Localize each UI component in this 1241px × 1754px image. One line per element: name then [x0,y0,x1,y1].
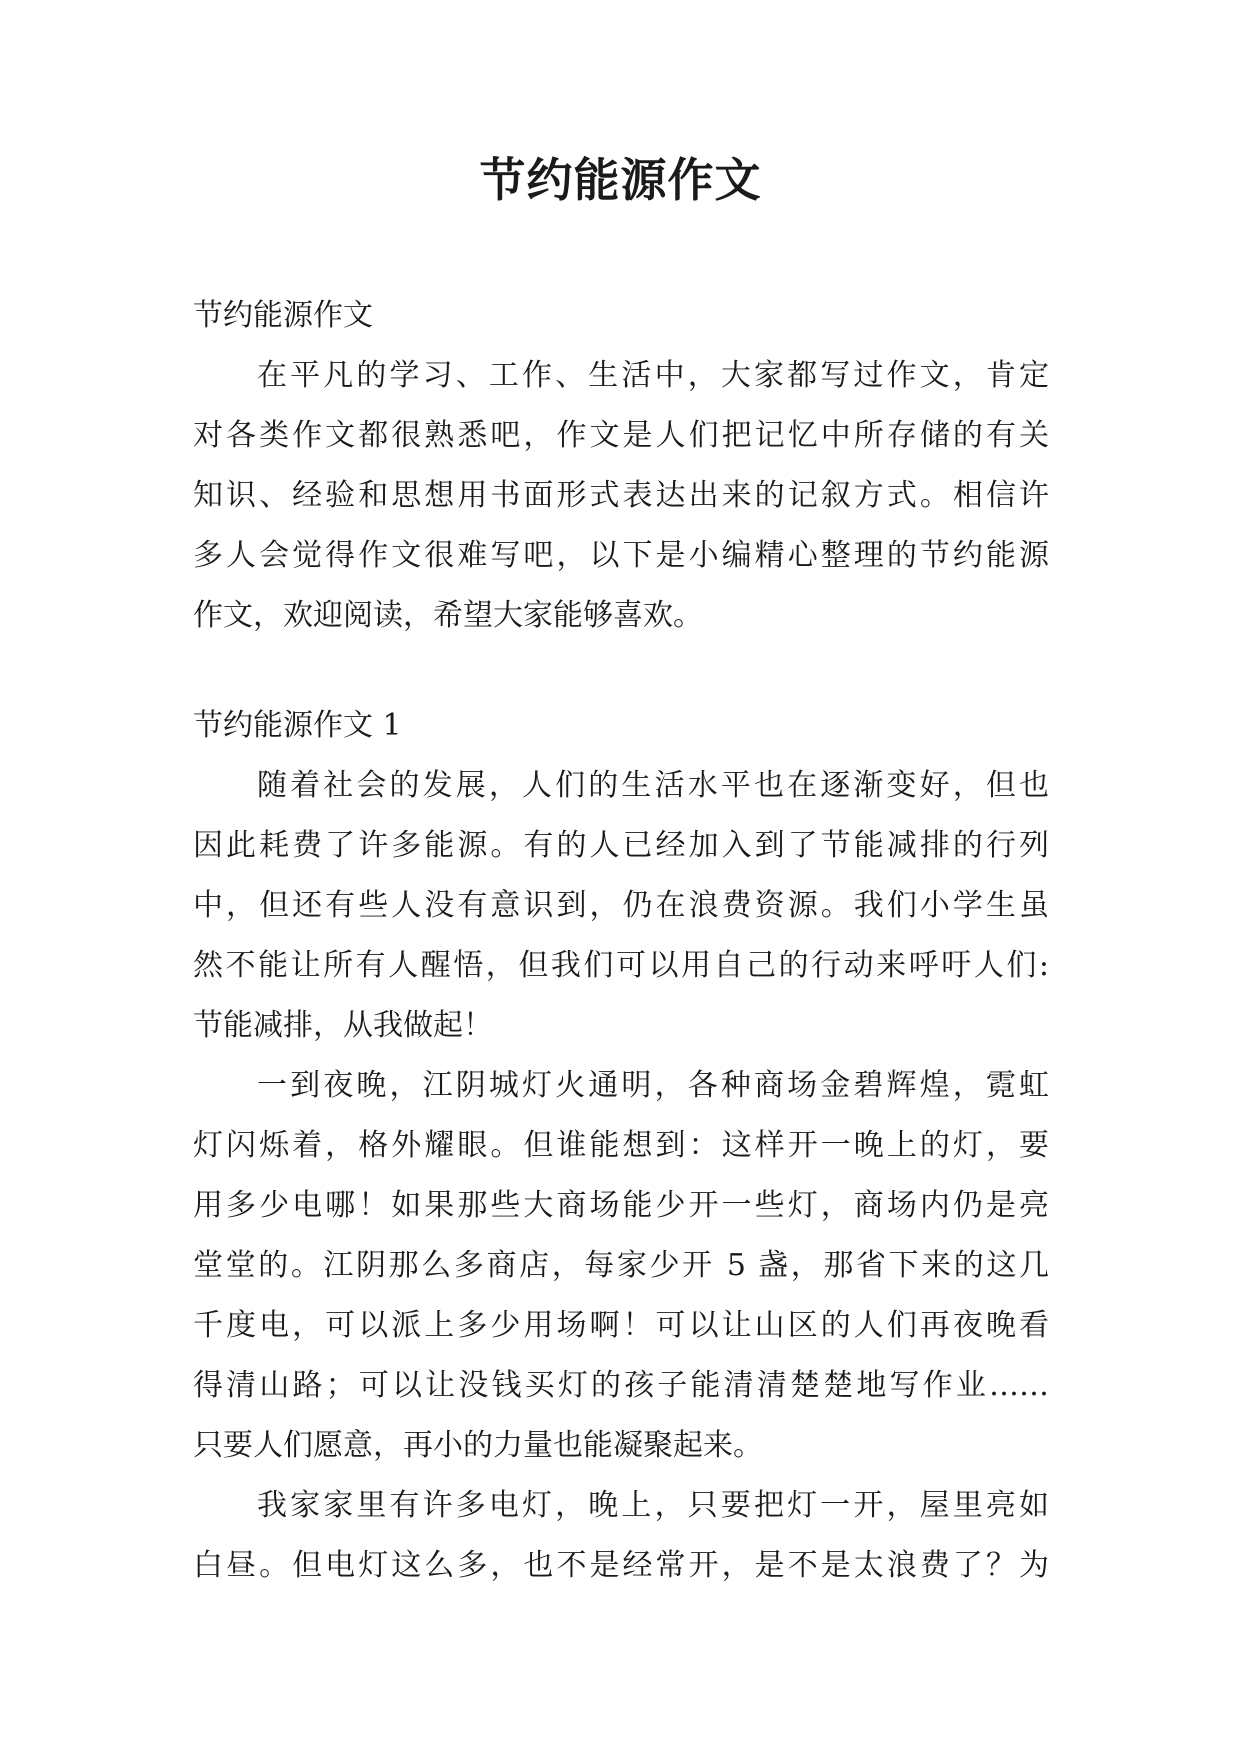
paragraph-line: 对各类作文都很熟悉吧，作文是人们把记忆中所存储的有关 [193,418,1049,453]
document-body [193,286,1049,1596]
paragraph-line: 因此耗费了许多能源。有的人已经加入到了节能减排的行列 [193,828,1049,863]
paragraph-line: 白昼。但电灯这么多，也不是经常开，是不是太浪费了？为 [193,1548,1049,1583]
paragraph-line: 灯闪烁着，格外耀眼。但谁能想到：这样开一晚上的灯，要 [193,1128,1049,1163]
paragraph-line: 千度电，可以派上多少用场啊！可以让山区的人们再夜晚看 [193,1308,1049,1343]
essay-1-heading: 节约能源作文 1 [193,708,402,743]
essay-1-paragraph-3 [193,1476,1049,1596]
essay-1-paragraph-2 [193,1056,1049,1476]
paragraph-line: 多人会觉得作文很难写吧，以下是小编精心整理的节约能源 [193,538,1049,573]
paragraph-line: 作文，欢迎阅读，希望大家能够喜欢。 [193,598,703,633]
essay-1-paragraph-1 [193,756,1049,1056]
document-title: 节约能源作文 [479,153,762,207]
section-gap [193,646,1049,696]
paragraph-line: 堂堂的。江阴那么多商店，每家少开 5 盏，那省下来的这几 [193,1248,1049,1283]
intro-paragraph [193,346,1049,646]
paragraph-line: 我家家里有许多电灯，晚上，只要把灯一开，屋里亮如 [257,1488,1049,1523]
paragraph-line: 知识、经验和思想用书面形式表达出来的记叙方式。相信许 [193,478,1049,513]
paragraph-line: 随着社会的发展，人们的生活水平也在逐渐变好，但也 [257,768,1049,803]
intro-heading: 节约能源作文 [193,298,373,333]
paragraph-line: 节能减排，从我做起！ [193,1008,493,1043]
paragraph-line: 只要人们愿意，再小的力量也能凝聚起来。 [193,1428,763,1463]
paragraph-line: 然不能让所有人醒悟，但我们可以用自己的行动来呼吁人们: [193,948,1049,983]
paragraph-line: 一到夜晚，江阴城灯火通明，各种商场金碧辉煌，霓虹 [257,1068,1049,1103]
paragraph-line: 用多少电哪！如果那些大商场能少开一些灯，商场内仍是亮 [193,1188,1049,1223]
paragraph-line: 得清山路；可以让没钱买灯的孩子能清清楚楚地写作业…… [193,1368,1049,1403]
paragraph-line: 在平凡的学习、工作、生活中，大家都写过作文，肯定 [257,358,1049,393]
paragraph-line: 中，但还有些人没有意识到，仍在浪费资源。我们小学生虽 [193,888,1049,923]
